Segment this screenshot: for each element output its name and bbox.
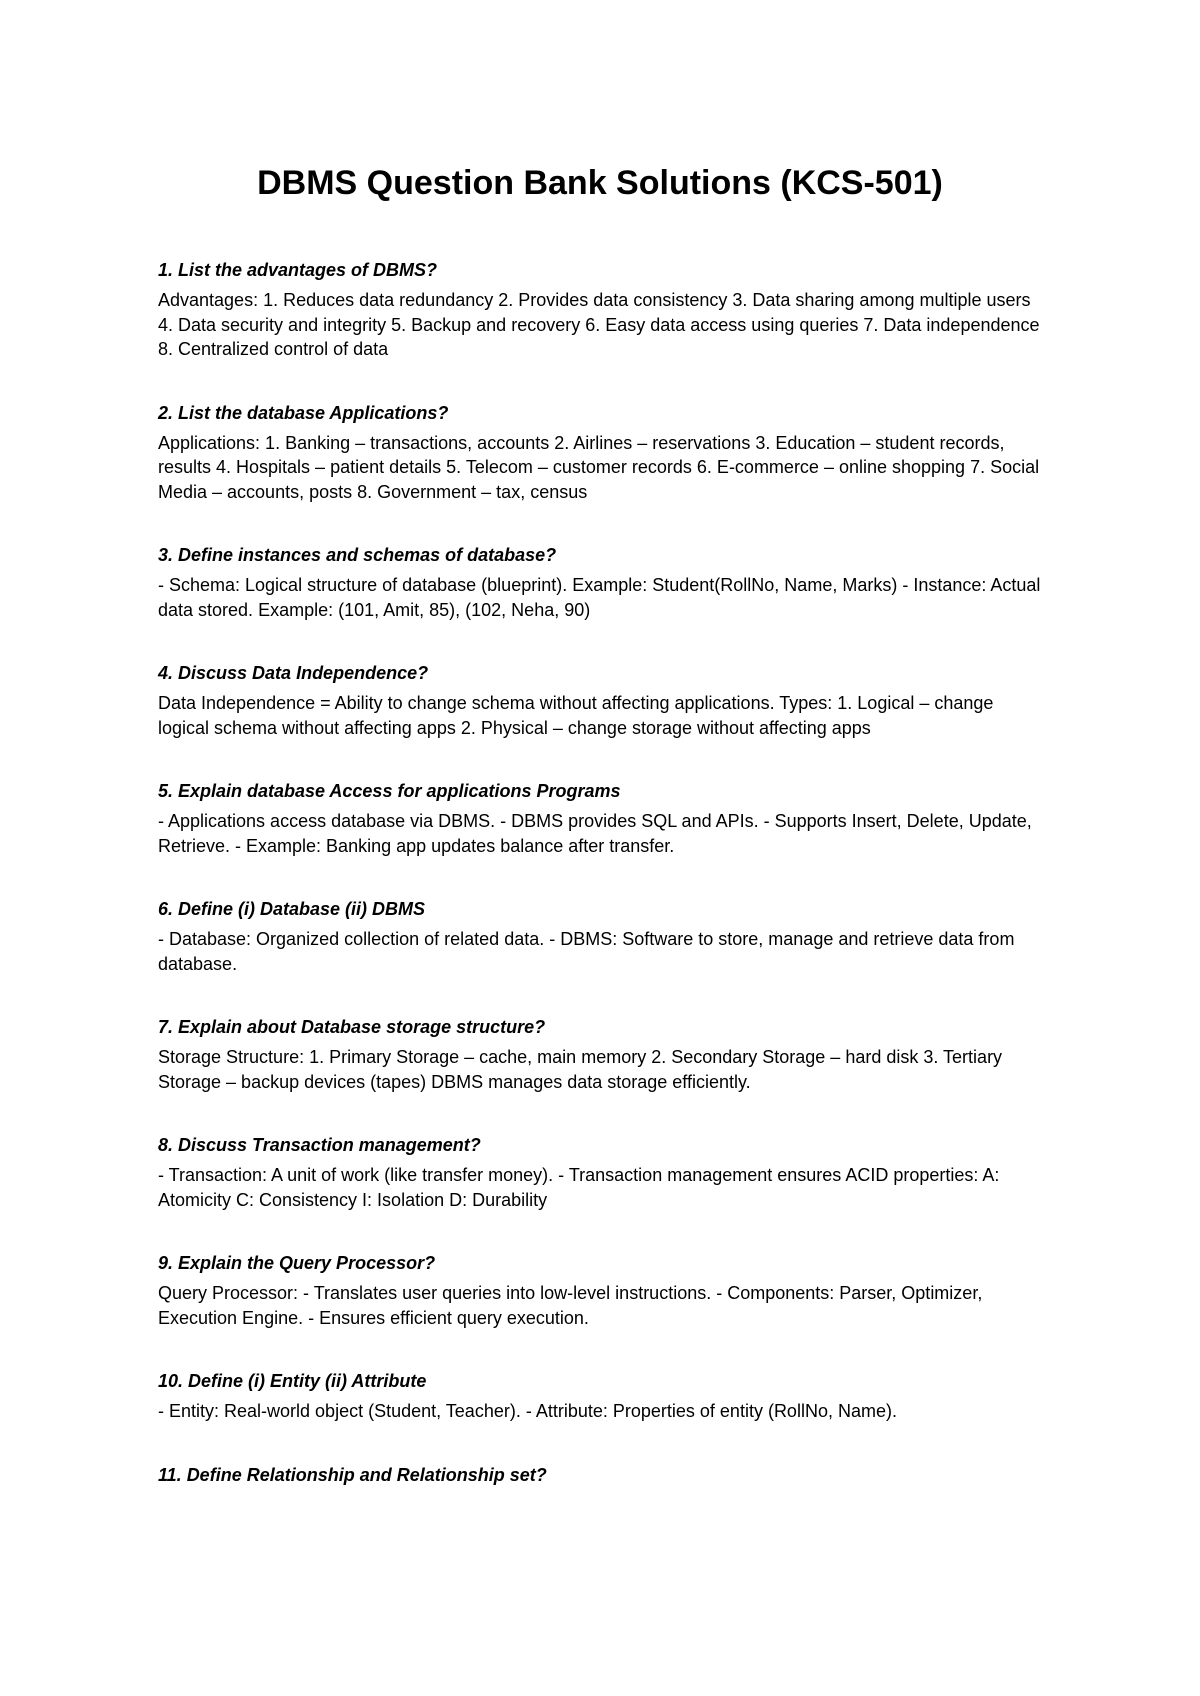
question-item <box>158 258 1048 362</box>
answer-text: Applications: 1. Banking – transactions, accounts 2. Airlines – reservations 3. Education – student records, results 4. Hospitals – patient details 5. Telecom – customer records 6. E-commerce – online shopping 7. Social Media – accounts, posts 8. Government – tax, census <box>158 432 1040 502</box>
question-item <box>158 1369 1048 1424</box>
question-item <box>158 401 1048 505</box>
question-item <box>158 661 1048 740</box>
question-heading: 7. Explain about Database storage structure? <box>158 1017 546 1037</box>
question-item <box>158 1133 1048 1212</box>
question-heading: 6. Define (i) Database (ii) DBMS <box>158 899 426 919</box>
question-heading: 8. Discuss Transaction management? <box>158 1135 481 1155</box>
question-item <box>158 1251 1048 1330</box>
answer-text: Query Processor: - Translates user queries into low-level instructions. - Components: Parser, Optimizer, Execution Engine. - Ensures efficient query execution. <box>158 1283 983 1328</box>
question-heading: 9. Explain the Query Processor? <box>158 1253 436 1273</box>
question-item <box>158 1463 1048 1487</box>
page-title: DBMS Question Bank Solutions (KCS-501) <box>257 164 943 202</box>
answer-text: - Transaction: A unit of work (like transfer money). - Transaction management ensures ACID properties: A: Atomicity C: Consistency I: Isolation D: Durability <box>158 1165 1000 1210</box>
question-list <box>158 258 1048 1526</box>
question-item <box>158 1015 1048 1094</box>
question-heading: 2. List the database Applications? <box>158 402 449 423</box>
question-heading: 11. Define Relationship and Relationship set? <box>158 1464 547 1485</box>
question-heading: 3. Define instances and schemas of database? <box>158 545 557 565</box>
question-item <box>158 543 1048 622</box>
answer-text: - Entity: Real-world object (Student, Teacher). - Attribute: Properties of entity (RollNo, Name). <box>158 1401 897 1421</box>
answer-text: Storage Structure: 1. Primary Storage – cache, main memory 2. Secondary Storage – hard disk 3. Tertiary Storage – backup devices (tapes) DBMS manages data storage efficiently. <box>158 1047 1003 1092</box>
answer-text: Advantages: 1. Reduces data redundancy 2. Provides data consistency 3. Data sharing among multiple users 4. Data security and integrity 5. Backup and recovery 6. Easy data access using queries 7. Data independence 8. Centralized control of data <box>158 290 1040 359</box>
question-heading: 5. Explain database Access for applications Programs <box>158 781 621 801</box>
question-item <box>158 897 1048 976</box>
question-heading: 10. Define (i) Entity (ii) Attribute <box>158 1371 427 1391</box>
answer-text: - Schema: Logical structure of database (blueprint). Example: Student(RollNo, Name, Marks) - Instance: Actual data stored. Example: (101, Amit, 85), (102, Neha, 90) <box>158 575 1041 620</box>
question-item <box>158 779 1048 858</box>
question-heading: 1. List the advantages of DBMS? <box>158 260 438 280</box>
answer-text: - Applications access database via DBMS. - DBMS provides SQL and APIs. - Supports Insert, Delete, Update, Retrieve. - Example: Banking app updates balance after transfer. <box>158 811 1032 856</box>
answer-text: Data Independence = Ability to change schema without affecting applications. Types: 1. Logical – change logical schema without affecting apps 2. Physical – change storage without affecting apps <box>158 693 994 738</box>
answer-text: - Database: Organized collection of related data. - DBMS: Software to store, manage and retrieve data from database. <box>158 929 1015 974</box>
question-heading: 4. Discuss Data Independence? <box>158 663 429 683</box>
